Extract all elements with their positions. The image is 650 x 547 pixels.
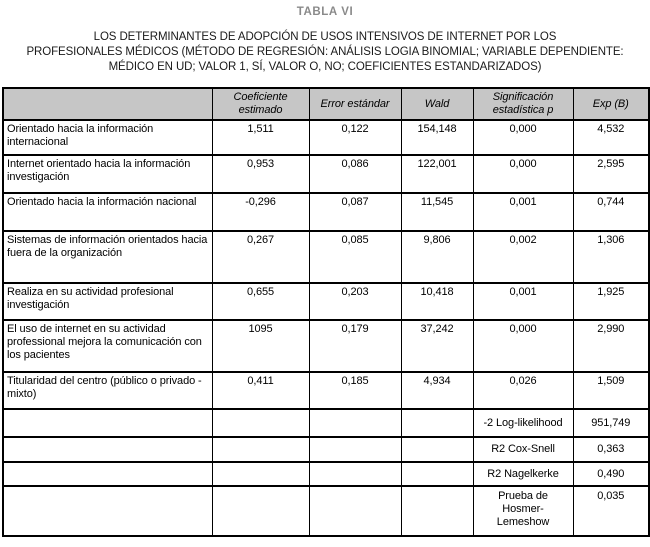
cell-value: 0,122 [309,120,401,155]
cell-value: 0,087 [309,193,401,231]
cell-value: 1,925 [573,283,649,320]
empty-cell [3,409,212,437]
cell-value: 0,000 [473,155,573,193]
cell-value: 0,000 [473,320,573,372]
table-row [3,120,649,155]
cell-value: 0,001 [473,193,573,231]
summary-label: R2 Cox-Snell [473,437,573,462]
cell-value: 0,203 [309,283,401,320]
cell-value: 11,545 [401,193,473,231]
row-label: El uso de internet en su actividad professional mejora la comunicación con los pacientes [3,320,212,372]
cell-value: -0,296 [212,193,309,231]
cell-value: 0,267 [212,231,309,283]
cell-value: 2,595 [573,155,649,193]
cell-value: 1,511 [212,120,309,155]
empty-cell [401,437,473,462]
column-header-wald: Wald [401,88,473,120]
summary-value: 951,749 [573,409,649,437]
empty-cell [212,462,309,486]
cell-value: 0,655 [212,283,309,320]
regression-table [2,87,650,537]
summary-label: -2 Log-likelihood [473,409,573,437]
cell-value: 0,179 [309,320,401,372]
header-row [3,88,649,120]
empty-cell [401,486,473,536]
row-label: Realiza en su actividad profesional investigación [3,283,212,320]
empty-cell [212,437,309,462]
cell-value: 1,306 [573,231,649,283]
subtitle-line-2: PROFESIONALES MÉDICOS (MÉTODO DE REGRESIÓN: ANÁLISIS LOGIA BINOMIAL; VARIABLE DEPENDIENTE: [26,46,624,58]
table-row [3,283,649,320]
cell-value: 2,990 [573,320,649,372]
row-label: Orientado hacia la información nacional [3,193,212,231]
column-header-error: Error estándar [309,88,401,120]
cell-value: 37,242 [401,320,473,372]
cell-value: 1095 [212,320,309,372]
cell-value: 154,148 [401,120,473,155]
empty-cell [3,486,212,536]
summary-label: R2 Nagelkerke [473,462,573,486]
table-row [3,320,649,372]
cell-value: 9,806 [401,231,473,283]
summary-value: 0,490 [573,462,649,486]
cell-value: 0,953 [212,155,309,193]
cell-value: 0,086 [309,155,401,193]
subtitle-line-1: LOS DETERMINANTES DE ADOPCIÓN DE USOS INTENSIVOS DE INTERNET POR LOS [93,31,557,43]
empty-cell [401,462,473,486]
summary-label: Prueba de Hosmer- Lemeshow [473,486,573,536]
table-row [3,193,649,231]
column-header-coeficiente: Coeficiente estimado [212,88,309,120]
cell-value: 122,001 [401,155,473,193]
cell-value: 0,085 [309,231,401,283]
empty-cell [3,437,212,462]
summary-row [3,462,649,486]
summary-row [3,486,649,536]
row-label: Internet orientado hacia la información investigación [3,155,212,193]
cell-value: 0,744 [573,193,649,231]
subtitle-line-3: MÉDICO EN UD; VALOR 1, SÍ, VALOR O, NO; COEFICIENTES ESTANDARIZADOS) [108,61,542,73]
cell-value: 0,001 [473,283,573,320]
cell-value: 10,418 [401,283,473,320]
empty-cell [309,486,401,536]
column-header-empty [3,88,212,120]
empty-cell [401,409,473,437]
summary-row [3,409,649,437]
summary-row [3,437,649,462]
table-row [3,155,649,193]
empty-cell [309,437,401,462]
cell-value: 0,002 [473,231,573,283]
empty-cell [212,486,309,536]
summary-value: 0,363 [573,437,649,462]
table-title: TABLA VI [296,6,354,18]
table-subtitle [0,30,650,75]
table-row [3,231,649,283]
table-row [3,372,649,409]
empty-cell [212,409,309,437]
cell-value: 0,026 [473,372,573,409]
empty-cell [309,409,401,437]
summary-value: 0,035 [573,486,649,536]
column-header-expb: Exp (B) [573,88,649,120]
cell-value: 1,509 [573,372,649,409]
cell-value: 4,532 [573,120,649,155]
cell-value: 0,000 [473,120,573,155]
row-label: Sistemas de información orientados hacia fuera de la organización [3,231,212,283]
cell-value: 4,934 [401,372,473,409]
row-label: Titularidad del centro (público o privado - mixto) [3,372,212,409]
empty-cell [309,462,401,486]
cell-value: 0,411 [212,372,309,409]
empty-cell [3,462,212,486]
column-header-significacion: Significación estadística p [473,88,573,120]
row-label: Orientado hacia la información internacional [3,120,212,155]
cell-value: 0,185 [309,372,401,409]
